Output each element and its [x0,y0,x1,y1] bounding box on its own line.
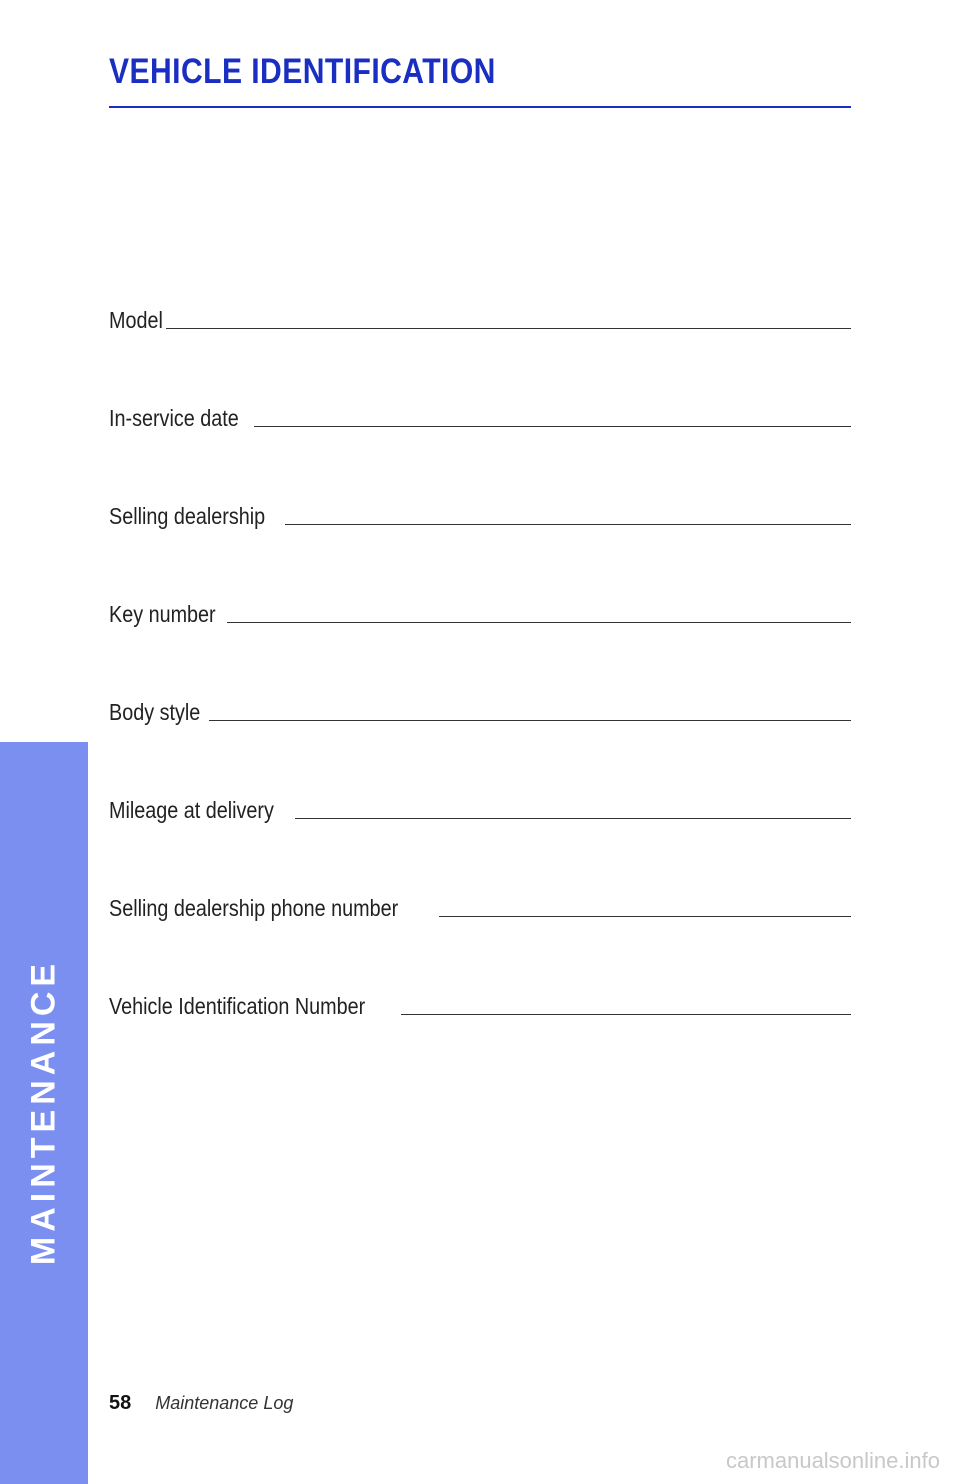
field-label: Mileage at delivery [109,797,274,823]
field-key-number [109,530,851,628]
field-label: Model [109,307,163,333]
field-label: Body style [109,699,201,725]
page-footer [109,1392,293,1415]
footer-section-name: Maintenance Log [155,1393,294,1413]
field-selling-dealership [109,432,851,530]
field-label: Vehicle Identification Number [109,993,366,1019]
write-in-line [227,622,851,623]
write-in-line [254,426,851,427]
section-side-tab-label: MAINTENANCE [24,958,63,1266]
field-label: In-service date [109,405,239,431]
write-in-line [166,328,851,329]
field-label: Selling dealership phone number [109,895,399,921]
write-in-line [295,818,851,819]
field-mileage-at-delivery [109,726,851,824]
page-number: 58 [109,1392,132,1414]
watermark: carmanualsonline.info [725,1448,940,1473]
field-label: Selling dealership [109,503,266,529]
field-vin [109,922,851,1020]
page-title: VEHICLE IDENTIFICATION [109,52,496,91]
field-model [109,236,851,334]
field-label: Key number [109,601,216,627]
field-in-service-date [109,334,851,432]
write-in-line [209,720,851,721]
title-divider [109,106,851,108]
field-body-style [109,628,851,726]
field-dealership-phone [109,824,851,922]
write-in-line [285,524,851,525]
vehicle-id-form [109,236,851,1020]
write-in-line [439,916,851,917]
write-in-line [401,1014,851,1015]
